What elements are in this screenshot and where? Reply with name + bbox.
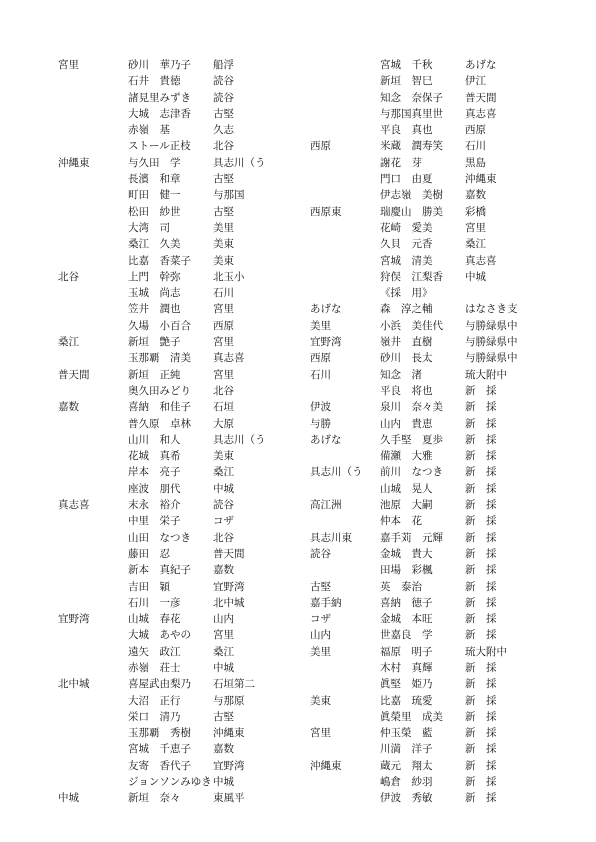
destination-cell: 琉大附中	[465, 645, 507, 658]
destination-cell: 普天間	[465, 91, 497, 104]
destination-cell: 石垣第二	[213, 678, 255, 691]
destination-cell: 嘉数	[213, 564, 234, 577]
destination-cell: 新 採	[465, 661, 497, 674]
destination-cell: 新 採	[465, 433, 497, 446]
school-cell: 宮里	[310, 727, 331, 740]
person-name-cell: 藤田 忍	[128, 547, 170, 560]
destination-cell: 中城	[213, 482, 234, 495]
person-name-cell: 砂川 華乃子	[128, 59, 191, 71]
destination-cell: 古堅	[213, 173, 234, 186]
destination-cell: 普天間	[213, 547, 245, 560]
person-name-cell: 岸本 亮子	[128, 466, 181, 479]
school-cell: コザ	[310, 613, 331, 626]
person-name-cell: 与久田 学	[128, 156, 181, 169]
person-name-cell: 新垣 智巳	[380, 75, 433, 88]
school-cell: 石川	[310, 368, 331, 381]
person-name-cell: 大城 あやの	[128, 629, 191, 642]
school-cell: 古堅	[310, 580, 331, 593]
person-name-cell: 大沼 正行	[128, 694, 181, 707]
school-cell: あげな	[310, 433, 342, 446]
destination-cell: 桑江	[465, 238, 486, 251]
person-name-cell: 花崎 愛美	[380, 221, 433, 234]
destination-cell: 嘉数	[213, 743, 234, 756]
school-cell: 宮里	[58, 59, 79, 71]
destination-cell: 新 採	[465, 401, 497, 414]
person-name-cell: 蔵元 翔太	[380, 759, 433, 772]
person-name-cell: 山田 なつき	[128, 531, 191, 544]
person-name-cell: 赤嶺 基	[128, 124, 170, 137]
destination-cell: 嘉数	[465, 189, 486, 202]
destination-cell: 新 採	[465, 499, 497, 512]
destination-cell: はなさき支	[465, 303, 518, 316]
person-name-cell: 友寄 香代子	[128, 759, 191, 772]
person-name-cell: 比嘉 香菜子	[128, 254, 191, 267]
school-cell: 伊波	[310, 401, 331, 414]
destination-cell: 伊江	[465, 75, 486, 88]
destination-cell: 与那原	[213, 694, 245, 707]
person-name-cell: 伊志嶺 美樹	[380, 189, 443, 202]
destination-cell: 古堅	[213, 205, 234, 218]
person-name-cell: 奥久田みどり	[128, 384, 191, 397]
destination-cell: 北谷	[213, 531, 234, 544]
school-cell: 宜野湾	[58, 613, 90, 626]
destination-cell: 中城	[213, 776, 234, 789]
person-name-cell: 町田 健一	[128, 189, 181, 202]
destination-cell: 新 採	[465, 580, 497, 593]
person-name-cell: 福原 明子	[380, 645, 433, 658]
destination-cell: 中城	[465, 270, 486, 283]
destination-cell: 与那国	[213, 189, 245, 202]
person-name-cell: 狩俣 江梨香	[380, 270, 443, 283]
destination-cell: 読谷	[213, 91, 234, 104]
school-cell: 宜野湾	[310, 336, 342, 349]
destination-cell: 読谷	[213, 75, 234, 88]
destination-cell: 北中城	[213, 596, 245, 609]
school-cell: 美里	[310, 645, 331, 658]
destination-cell: 久志	[213, 124, 234, 137]
person-name-cell: 宮城 千秋	[380, 59, 433, 71]
person-name-cell: 久手堅 夏歩	[380, 433, 443, 446]
person-name-cell: 川満 洋子	[380, 743, 433, 756]
person-name-cell: 栄口 清乃	[128, 710, 181, 723]
person-name-cell: 小浜 美佳代	[380, 319, 443, 332]
school-cell: 沖縄東	[58, 156, 90, 169]
person-name-cell: 備瀬 大雅	[380, 450, 433, 463]
person-name-cell: 喜納 徳子	[380, 596, 433, 609]
person-name-cell: 知念 奈保子	[380, 91, 443, 104]
person-name-cell: 米蔵 潤寿笑	[380, 140, 443, 153]
person-name-cell: 山城 晃人	[380, 482, 433, 495]
person-name-cell: 新垣 艶子	[128, 336, 181, 349]
person-name-cell: 玉那覇 清美	[128, 352, 191, 365]
person-name-cell: 比嘉 琉愛	[380, 694, 433, 707]
person-name-cell: 石井 貴徳	[128, 75, 181, 88]
person-name-cell: 山川 和人	[128, 433, 181, 446]
person-name-cell: 瑞慶山 勝美	[380, 205, 443, 218]
school-cell: 中城	[58, 792, 79, 805]
person-name-cell: 宮城 千恵子	[128, 743, 191, 756]
person-name-cell: 英 泰治	[380, 580, 422, 593]
destination-cell: 真志喜	[465, 254, 497, 267]
destination-cell: 新 採	[465, 710, 497, 723]
destination-cell: 東風平	[213, 792, 245, 805]
destination-cell: 新 採	[465, 482, 497, 495]
destination-cell: 古堅	[213, 107, 234, 120]
school-cell: 嘉手納	[310, 596, 342, 609]
person-name-cell: 前川 なつき	[380, 466, 443, 479]
person-name-cell: 知念 渚	[380, 368, 422, 381]
person-name-cell: 嘉手苅 元輝	[380, 531, 443, 544]
person-name-cell: 普久原 卓林	[128, 417, 191, 430]
destination-cell: 新 採	[465, 759, 497, 772]
school-cell: 西原東	[310, 205, 342, 218]
person-name-cell: 森 淳之輔	[380, 303, 433, 316]
destination-cell: 沖縄東	[213, 727, 245, 740]
person-name-cell: 眞榮里 成美	[380, 710, 443, 723]
destination-cell: 真志喜	[465, 107, 497, 120]
destination-cell: コザ	[213, 515, 234, 528]
person-name-cell: 泉川 奈々美	[380, 401, 443, 414]
person-name-cell: 伊波 秀敏	[380, 792, 433, 805]
destination-cell: 西原	[213, 319, 234, 332]
person-name-cell: 仲本 花	[380, 515, 422, 528]
person-name-cell: 笠井 潤也	[128, 303, 181, 316]
destination-cell: 宮里	[213, 368, 234, 381]
person-name-cell: 桑江 久美	[128, 238, 181, 251]
destination-cell: 与勝緑県中	[465, 352, 518, 365]
destination-cell: 新 採	[465, 776, 497, 789]
school-cell: 西原	[310, 140, 331, 153]
destination-cell: 宮里	[213, 303, 234, 316]
person-name-cell: 新垣 奈々	[128, 792, 181, 805]
person-name-cell: 仲玉榮 藍	[380, 727, 433, 740]
person-name-cell: 山内 貴恵	[380, 417, 433, 430]
destination-cell: 桑江	[213, 645, 234, 658]
person-name-cell: 赤嶺 荘士	[128, 661, 181, 674]
destination-cell: 新 採	[465, 727, 497, 740]
school-cell: 山内	[310, 629, 331, 642]
destination-cell: 宮里	[465, 221, 486, 234]
destination-cell: 美東	[213, 238, 234, 251]
destination-cell: 大原	[213, 417, 234, 430]
school-cell: 読谷	[310, 547, 331, 560]
person-name-cell: 大城 志津香	[128, 107, 191, 120]
school-cell: 与勝	[310, 417, 331, 430]
person-name-cell: ストール正枝	[128, 140, 191, 153]
school-cell: 具志川（う	[310, 466, 363, 479]
destination-cell: 具志川（う	[213, 156, 266, 169]
destination-cell: 新 採	[465, 596, 497, 609]
person-name-cell: 玉那覇 秀樹	[128, 727, 191, 740]
school-cell: 具志川東	[310, 531, 352, 544]
destination-cell: 新 採	[465, 694, 497, 707]
destination-cell: 与勝緑県中	[465, 319, 518, 332]
destination-cell: 宜野湾	[213, 759, 245, 772]
destination-cell: 船浮	[213, 59, 234, 71]
school-cell: 高江洲	[310, 499, 342, 512]
person-name-cell: 《採 用》	[380, 287, 433, 300]
destination-cell: 新 採	[465, 792, 497, 805]
person-name-cell: 新垣 正純	[128, 368, 181, 381]
person-name-cell: 金城 貴大	[380, 547, 433, 560]
person-name-cell: 平良 真也	[380, 124, 433, 137]
school-cell: 北谷	[58, 270, 79, 283]
destination-cell: 石川	[213, 287, 234, 300]
person-name-cell: 山城 春花	[128, 613, 181, 626]
person-name-cell: 世嘉良 学	[380, 629, 433, 642]
destination-cell: 美東	[213, 254, 234, 267]
destination-cell: 古堅	[213, 710, 234, 723]
school-cell: 真志喜	[58, 499, 90, 512]
destination-cell: 山内	[213, 613, 234, 626]
destination-cell: 石川	[465, 140, 486, 153]
person-name-cell: 宮城 清美	[380, 254, 433, 267]
destination-cell: 新 採	[465, 417, 497, 430]
destination-cell: 新 採	[465, 629, 497, 642]
person-name-cell: 久貝 元香	[380, 238, 433, 251]
school-cell: 美里	[310, 319, 331, 332]
destination-cell: 新 採	[465, 384, 497, 397]
person-name-cell: 謝花 芽	[380, 156, 422, 169]
school-cell: 嘉数	[58, 401, 79, 414]
person-name-cell: 田場 彩楓	[380, 564, 433, 577]
destination-cell: 琉大附中	[465, 368, 507, 381]
person-name-cell: 花城 真希	[128, 450, 181, 463]
destination-cell: 中城	[213, 661, 234, 674]
school-cell: あげな	[310, 303, 342, 316]
person-name-cell: 石川 一彦	[128, 596, 181, 609]
destination-cell: 彩橋	[465, 205, 486, 218]
destination-cell: 美里	[213, 221, 234, 234]
destination-cell: 新 採	[465, 613, 497, 626]
school-cell: 沖縄東	[310, 759, 342, 772]
destination-cell: 新 採	[465, 564, 497, 577]
person-name-cell: 中里 栄子	[128, 515, 181, 528]
destination-cell: あげな	[465, 59, 497, 71]
destination-cell: 宮里	[213, 336, 234, 349]
person-name-cell: 大湾 司	[128, 221, 170, 234]
person-name-cell: 嶺井 直樹	[380, 336, 433, 349]
destination-cell: 新 採	[465, 547, 497, 560]
destination-cell: 西原	[465, 124, 486, 137]
person-name-cell: 嶋倉 紗羽	[380, 776, 433, 789]
person-name-cell: 末永 裕介	[128, 499, 181, 512]
school-cell: 北中城	[58, 678, 90, 691]
person-name-cell: 松田 紗世	[128, 205, 181, 218]
person-name-cell: 吉田 穎	[128, 580, 170, 593]
destination-cell: 桑江	[213, 466, 234, 479]
person-name-cell: 諸見里みずき	[128, 91, 191, 104]
person-name-cell: 遠矢 政江	[128, 645, 181, 658]
destination-cell: 与勝緑県中	[465, 336, 518, 349]
person-name-cell: 喜納 和佳子	[128, 401, 191, 414]
school-cell: 桑江	[58, 336, 79, 349]
person-name-cell: 木村 真輝	[380, 661, 433, 674]
destination-cell: 北谷	[213, 384, 234, 397]
destination-cell: 新 採	[465, 515, 497, 528]
school-cell: 西原	[310, 352, 331, 365]
destination-cell: 北谷	[213, 140, 234, 153]
destination-cell: 新 採	[465, 531, 497, 544]
person-name-cell: 与那国真里世	[380, 107, 443, 120]
person-name-cell: 玉城 尚志	[128, 287, 181, 300]
destination-cell: 具志川（う	[213, 433, 266, 446]
destination-cell: 黒島	[465, 156, 486, 169]
destination-cell: 新 採	[465, 678, 497, 691]
school-cell: 普天間	[58, 368, 90, 381]
school-cell: 美東	[310, 694, 331, 707]
person-name-cell: 金城 本旺	[380, 613, 433, 626]
person-name-cell: 新本 真紀子	[128, 564, 191, 577]
destination-cell: 沖縄東	[465, 173, 497, 186]
person-name-cell: 長濱 和章	[128, 173, 181, 186]
destination-cell: 北玉小	[213, 270, 245, 283]
destination-cell: 新 採	[465, 743, 497, 756]
person-name-cell: 上門 幹弥	[128, 270, 181, 283]
person-name-cell: 久場 小百合	[128, 319, 191, 332]
destination-cell: 新 採	[465, 450, 497, 463]
person-name-cell: 池原 大嗣	[380, 499, 433, 512]
person-name-cell: 砂川 長太	[380, 352, 433, 365]
destination-cell: 真志喜	[213, 352, 245, 365]
destination-cell: 宮里	[213, 629, 234, 642]
destination-cell: 石垣	[213, 401, 234, 414]
person-name-cell: 門口 由夏	[380, 173, 433, 186]
destination-cell: 読谷	[213, 499, 234, 512]
person-name-cell: 平良 将也	[380, 384, 433, 397]
person-name-cell: 座波 朋代	[128, 482, 181, 495]
person-name-cell: ジョンソンみゆき	[128, 776, 212, 789]
destination-cell: 宜野湾	[213, 580, 245, 593]
destination-cell: 美東	[213, 450, 234, 463]
person-name-cell: 喜屋武由梨乃	[128, 678, 191, 691]
person-name-cell: 眞堅 姫乃	[380, 678, 433, 691]
destination-cell: 新 採	[465, 466, 497, 479]
